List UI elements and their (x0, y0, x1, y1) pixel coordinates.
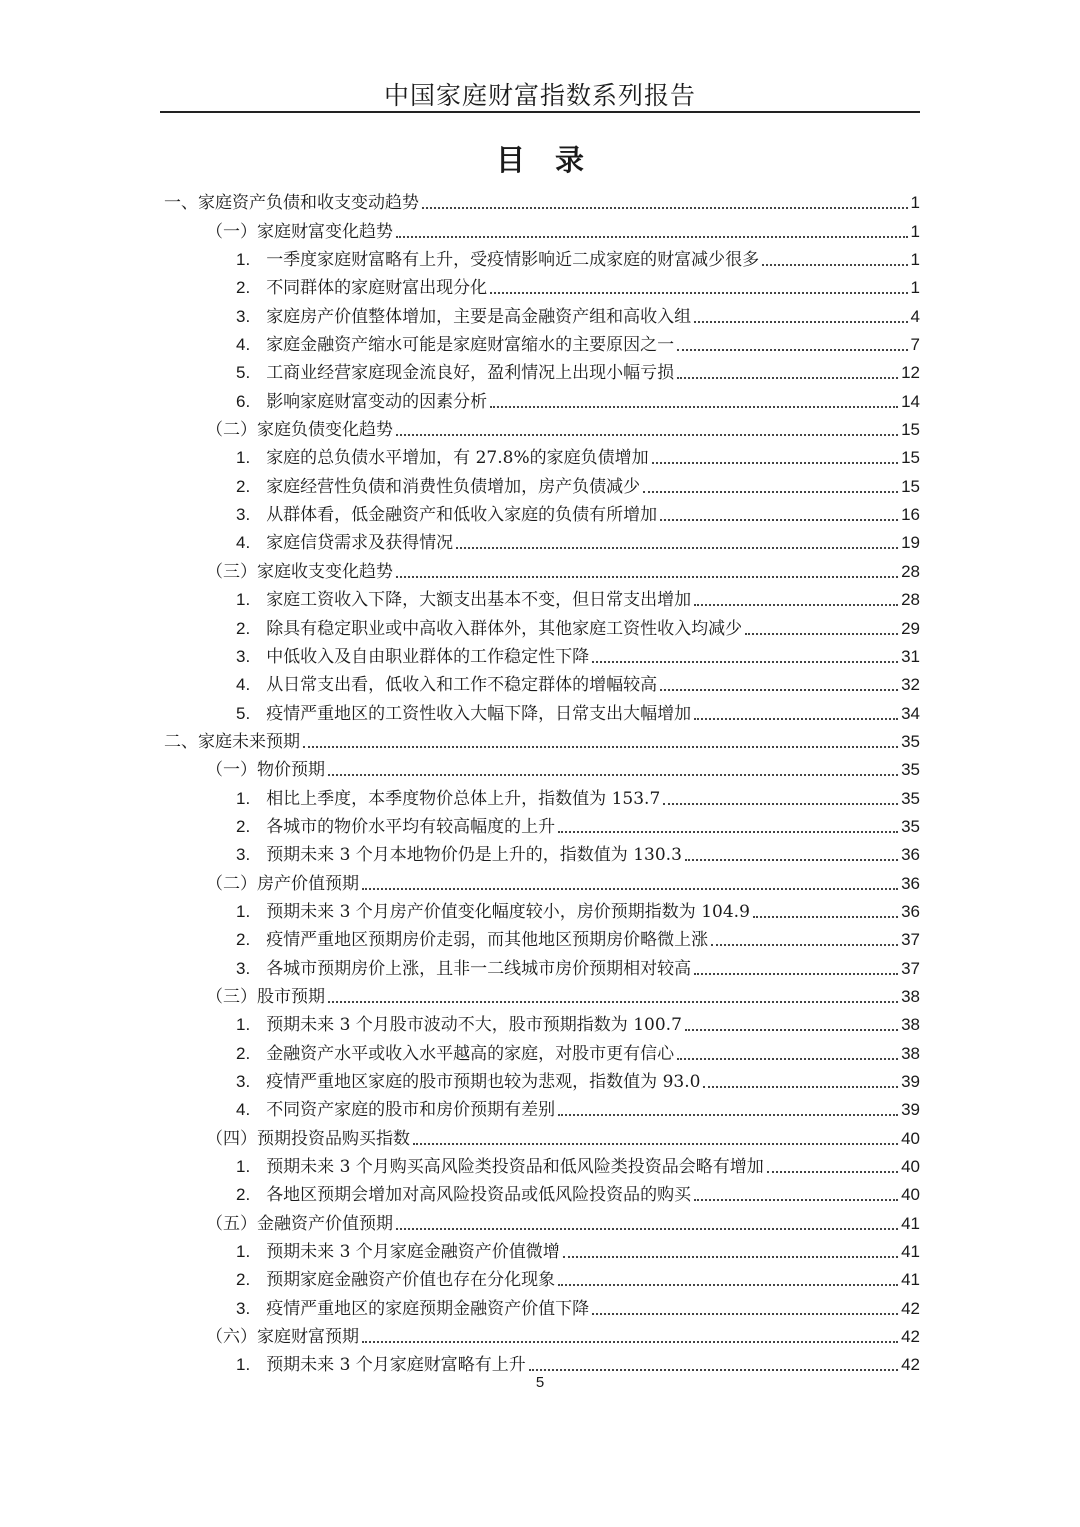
toc-entry[interactable] (160, 414, 920, 442)
toc-entry-text: 疫情严重地区的工资性收入大幅下降，日常支出大幅增加 (266, 703, 692, 724)
toc-entry-number: 1. (236, 250, 251, 270)
dot-leader (558, 1284, 898, 1286)
toc-entry-number: 2. (236, 1185, 251, 1205)
dot-leader (660, 519, 898, 521)
toc-entry-text: （一）家庭财富变化趋势 (206, 221, 393, 242)
toc-entry[interactable] (160, 357, 920, 385)
toc-entry-page: 40 (901, 1157, 920, 1177)
toc-entry-text: 相比上季度，本季度物价总体上升，指数值为 153.7 (266, 788, 661, 809)
toc-entry-label (236, 1098, 555, 1122)
toc-entry-text: 不同资产家庭的股市和房价预期有差别 (266, 1100, 556, 1121)
toc-entry-page: 40 (901, 1185, 920, 1205)
toc-entry-label (236, 1183, 691, 1207)
toc-entry[interactable] (160, 867, 920, 895)
dot-leader (396, 1228, 898, 1230)
toc-entry[interactable] (160, 612, 920, 640)
toc-entry-text: 预期未来 3 个月本地物价仍是上升的，指数值为 130.3 (266, 845, 682, 866)
toc-entry-text: 家庭房产价值整体增加，主要是高金融资产组和高收入组 (266, 306, 692, 327)
toc-entry-page: 15 (901, 448, 920, 468)
toc-entry-label (236, 928, 708, 952)
toc-entry[interactable] (160, 839, 920, 867)
toc-entry[interactable] (160, 669, 920, 697)
toc-entry-number: 5. (236, 363, 251, 383)
running-header: 中国家庭财富指数系列报告 (383, 81, 696, 110)
dot-leader (328, 774, 898, 776)
toc-entry-label (236, 702, 691, 726)
dot-leader (694, 973, 898, 975)
toc-entry-page: 38 (901, 1043, 920, 1063)
toc-entry-page: 36 (901, 901, 920, 921)
toc-entry-text: 各城市预期房价上涨，且非一二线城市房价预期相对较高 (266, 958, 692, 979)
toc-entry-page: 41 (901, 1242, 920, 1262)
toc-entry-text: 预期未来 3 个月股市波动不大，股市预期指数为 100.7 (266, 1015, 682, 1036)
toc-entry-text: （六）家庭财富预期 (206, 1327, 359, 1348)
toc-entry-page: 35 (901, 788, 920, 808)
toc-entry-text: 预期未来 3 个月购买高风险类投资品和低风险类投资品会略有增加 (266, 1157, 764, 1178)
toc-entry[interactable] (160, 896, 920, 924)
toc-entry-page: 15 (901, 420, 920, 440)
toc-entry-label (206, 220, 393, 244)
toc-entry-label (164, 191, 419, 215)
toc-entry-label (236, 1070, 700, 1094)
toc-entry[interactable] (160, 981, 920, 1009)
dot-leader (663, 803, 898, 805)
dot-leader (694, 604, 898, 606)
toc-entry[interactable] (160, 782, 920, 810)
toc-entry-page: 1 (910, 278, 920, 298)
toc-entry-text: 除具有稳定职业或中高收入群体外，其他家庭工资性收入均减少 (266, 618, 743, 639)
toc-entry-label (236, 390, 487, 414)
toc-entry-number: 1. (236, 788, 251, 808)
dot-leader (685, 859, 898, 861)
dot-leader (303, 746, 898, 748)
dot-leader (677, 377, 898, 379)
toc-entry-page: 38 (901, 986, 920, 1006)
toc-entry-text: 影响家庭财富变动的因素分析 (266, 391, 488, 412)
toc-entry-number: 3. (236, 1072, 251, 1091)
toc-entry-page: 12 (901, 363, 920, 383)
toc-entry[interactable] (160, 385, 920, 413)
dot-leader (703, 1086, 898, 1088)
toc-entry-label (236, 645, 589, 669)
toc-entry-text: 从群体看，低金融资产和低收入家庭的负债有所增加 (266, 505, 658, 526)
toc-entry-page: 1 (910, 250, 920, 270)
toc-entry-number: 6. (236, 391, 251, 411)
toc-entry-number: 2. (236, 618, 251, 638)
toc-entry[interactable] (160, 527, 920, 555)
toc-entry-text: 各地区预期会增加对高风险投资品或低风险投资品的购买 (266, 1185, 692, 1206)
toc-entry-text: 疫情严重地区家庭的股市预期也较为悲观，指数值为 93.0 (266, 1072, 701, 1092)
toc-entry[interactable] (160, 1264, 920, 1292)
toc-entry-text: 各城市的物价水平均有较高幅度的上升 (266, 816, 556, 837)
toc-entry-page: 38 (901, 1015, 920, 1035)
toc-entry-label (236, 787, 660, 811)
toc-entry-page: 29 (901, 618, 920, 638)
toc-entry-text: 从日常支出看，低收入和工作不稳定群体的增幅较高 (266, 675, 658, 696)
toc-entry-label (236, 446, 649, 470)
dot-leader (652, 462, 898, 464)
toc-entry-page: 39 (901, 1100, 920, 1120)
toc-entry-label (164, 730, 300, 754)
toc-entry[interactable] (160, 641, 920, 669)
toc-entry-label (236, 276, 487, 300)
toc-entry-page: 1 (910, 221, 920, 241)
toc-entry-number: 3. (236, 505, 251, 525)
toc-entry-text: 预期未来 3 个月家庭金融资产价值微增 (266, 1242, 560, 1263)
toc-entry-page: 28 (901, 561, 920, 581)
toc-entry-text: （三）股市预期 (206, 986, 325, 1007)
dot-leader (643, 491, 898, 493)
toc-entry[interactable] (160, 811, 920, 839)
toc-entry-text: 工商业经营家庭现金流良好，盈利情况上出现小幅亏损 (266, 363, 675, 384)
toc-entry[interactable] (160, 1236, 920, 1264)
toc-entry-text: 家庭信贷需求及获得情况 (266, 533, 454, 554)
toc-entry[interactable] (160, 924, 920, 952)
toc-entry-page: 31 (901, 646, 920, 666)
toc-entry[interactable] (160, 1009, 920, 1037)
dot-leader (490, 406, 898, 408)
dot-leader (753, 916, 898, 918)
toc-entry-label (206, 1127, 410, 1151)
toc-entry-label (236, 673, 657, 697)
toc-entry-number: 1. (236, 448, 251, 468)
toc-entry-page: 19 (901, 533, 920, 553)
toc-entry-label (236, 815, 555, 839)
toc-entry-page: 40 (901, 1128, 920, 1148)
dot-leader (592, 1313, 898, 1315)
toc-entry[interactable] (160, 215, 920, 243)
toc-entry-text: 疫情严重地区的家庭预期金融资产价值下降 (266, 1298, 590, 1319)
toc-entry-number: 3. (236, 845, 251, 865)
dot-leader (563, 1256, 898, 1258)
toc-entry-text: 预期未来 3 个月家庭财富略有上升 (266, 1355, 526, 1376)
toc-entry[interactable] (160, 1292, 920, 1320)
toc-entry-page: 42 (901, 1355, 920, 1375)
toc-entry-page: 37 (901, 930, 920, 950)
toc-entry-page: 41 (901, 1213, 920, 1233)
toc-entry[interactable] (160, 726, 920, 754)
toc-entry-number: 1. (236, 1015, 251, 1035)
dot-leader (711, 944, 898, 946)
toc-entry-page: 42 (901, 1298, 920, 1318)
toc-entry[interactable] (160, 952, 920, 980)
toc-entry[interactable] (160, 754, 920, 782)
dot-leader (762, 264, 907, 266)
toc-entry[interactable] (160, 1066, 920, 1094)
toc-entry-label (206, 1212, 393, 1236)
dot-leader (558, 1114, 898, 1116)
toc-entry[interactable] (160, 697, 920, 725)
toc-entry-label (236, 617, 742, 641)
toc-entry-label (236, 503, 657, 527)
toc-entry-number: 1. (236, 1157, 251, 1177)
toc-entry-page: 41 (901, 1270, 920, 1290)
toc-entry-page: 37 (901, 958, 920, 978)
toc-entry-text: （四）预期投资品购买指数 (206, 1128, 410, 1149)
toc-entry[interactable] (160, 1037, 920, 1065)
toc-entry-label (236, 900, 750, 924)
toc-entry-number: 3. (236, 306, 251, 326)
toc-entry-label (236, 305, 691, 329)
toc-entry-page: 7 (910, 335, 920, 355)
toc-entry-text: 疫情严重地区预期房价走弱，而其他地区预期房价略微上涨 (266, 930, 709, 951)
toc-entry-page: 32 (901, 675, 920, 695)
toc-entry-label (206, 872, 359, 896)
toc-entry-text: 中低收入及自由职业群体的工作稳定性下降 (266, 646, 590, 667)
toc-entry-label (236, 1013, 682, 1037)
toc-entry-number: 4. (236, 675, 251, 695)
toc-entry-number: 3. (236, 1298, 251, 1318)
toc-entry-label (236, 1297, 589, 1321)
toc-entry[interactable] (160, 1321, 920, 1349)
toc-entry-page: 42 (901, 1327, 920, 1347)
toc-entry-number: 2. (236, 1270, 251, 1290)
toc-entry-label (236, 1155, 764, 1179)
dot-leader (362, 1341, 898, 1343)
dot-leader (694, 1199, 898, 1201)
toc-entry-label (236, 333, 674, 357)
toc-entry-label (206, 418, 393, 442)
dot-leader (694, 718, 898, 720)
dot-leader (694, 321, 907, 323)
toc-entry-page: 39 (901, 1072, 920, 1091)
header-divider (160, 111, 920, 113)
toc-entry-number: 5. (236, 703, 251, 723)
toc-entry-number: 4. (236, 335, 251, 355)
toc-entry-text: （五）金融资产价值预期 (206, 1213, 393, 1234)
toc-entry-text: （二）房产价值预期 (206, 873, 359, 894)
dot-leader (660, 689, 898, 691)
toc-entry[interactable] (160, 329, 920, 357)
dot-leader (677, 1058, 898, 1060)
toc-entry-label (236, 843, 682, 867)
toc-entry-text: 一季度家庭财富略有上升，受疫情影响近二成家庭的财富减少很多 (266, 250, 760, 271)
toc-entry-number: 2. (236, 278, 251, 298)
toc-entry[interactable] (160, 1179, 920, 1207)
dot-leader (396, 236, 908, 238)
toc-entry-page: 28 (901, 590, 920, 610)
dot-leader (362, 888, 898, 890)
toc-entry[interactable] (160, 499, 920, 527)
toc-entry-label (236, 531, 453, 555)
toc-entry-text: （一）物价预期 (206, 760, 325, 781)
toc-entry-number: 1. (236, 1242, 251, 1262)
toc-entry-text: 金融资产水平或收入水平越高的家庭，对股市更有信心 (266, 1043, 675, 1064)
toc-entry-page: 34 (901, 703, 920, 723)
toc-entry-label (236, 475, 640, 499)
toc-entry-number: 4. (236, 1100, 251, 1120)
toc-entry-number: 3. (236, 646, 251, 666)
dot-leader (529, 1369, 898, 1371)
toc-entry[interactable] (160, 244, 920, 272)
toc-entry[interactable] (160, 187, 920, 215)
toc-entry-number: 1. (236, 1355, 251, 1375)
toc-entry-page: 14 (901, 391, 920, 411)
page-number: 5 (535, 1374, 545, 1391)
toc-entry-number: 1. (236, 901, 251, 921)
toc-entry-page: 16 (901, 505, 920, 525)
dot-leader (745, 633, 898, 635)
toc-entry-text: 家庭的总负债水平增加，有 27.8%的家庭负债增加 (266, 448, 649, 469)
toc-entry-number: 2. (236, 930, 251, 950)
toc-entry-label (236, 588, 691, 612)
toc-entry-text: 二、家庭未来预期 (164, 731, 300, 752)
toc-entry-number: 2. (236, 1043, 251, 1063)
toc-entry[interactable] (160, 555, 920, 583)
toc-entry-label (236, 1042, 674, 1066)
toc-entry-page: 4 (910, 306, 920, 326)
dot-leader (685, 1029, 898, 1031)
dot-leader (677, 349, 907, 351)
toc-entry-page: 35 (901, 760, 920, 780)
toc-entry-text: 预期家庭金融资产价值也存在分化现象 (266, 1270, 556, 1291)
toc-entry-label (236, 957, 691, 981)
toc-entry[interactable] (160, 1122, 920, 1150)
toc-entry-text: 家庭工资收入下降，大额支出基本不变，但日常支出增加 (266, 590, 692, 611)
toc-entry-page: 36 (901, 873, 920, 893)
toc-entry-text: 不同群体的家庭财富出现分化 (266, 278, 488, 299)
toc-entry[interactable] (160, 584, 920, 612)
dot-leader (558, 831, 898, 833)
dot-leader (422, 207, 908, 209)
toc-entry[interactable] (160, 470, 920, 498)
toc-entry-label (236, 1268, 555, 1292)
toc-entry-text: （三）家庭收支变化趋势 (206, 561, 393, 582)
toc-entry-page: 35 (901, 816, 920, 836)
toc-entry-page: 1 (910, 193, 920, 213)
toc-entry[interactable] (160, 300, 920, 328)
toc-entry-text: 家庭金融资产缩水可能是家庭财富缩水的主要原因之一 (266, 335, 675, 356)
dot-leader (490, 292, 907, 294)
toc-entry-label (206, 985, 325, 1009)
toc-entry-text: （二）家庭负债变化趋势 (206, 420, 393, 441)
dot-leader (767, 1171, 898, 1173)
toc-entry-number: 2. (236, 816, 251, 836)
toc-entry-text: 一、家庭资产负债和收支变动趋势 (164, 193, 419, 214)
toc-entry-text: 家庭经营性负债和消费性负债增加，房产负债减少 (266, 476, 641, 497)
toc-entry-label (206, 1325, 359, 1349)
toc-entry-number: 2. (236, 476, 251, 496)
toc-entry-text: 预期未来 3 个月房产价值变化幅度较小，房价预期指数为 104.9 (266, 901, 750, 922)
toc-entry[interactable] (160, 1151, 920, 1179)
toc-entry-number: 1. (236, 590, 251, 610)
dot-leader (456, 547, 898, 549)
toc-entry-label (236, 248, 759, 272)
toc-title: 目录 (495, 143, 614, 177)
dot-leader (413, 1143, 898, 1145)
toc-entry-number: 4. (236, 533, 251, 553)
toc-entry-number: 3. (236, 958, 251, 978)
toc-entry[interactable] (160, 442, 920, 470)
table-of-contents (160, 187, 920, 1377)
toc-entry-page: 35 (901, 731, 920, 751)
dot-leader (592, 661, 898, 663)
toc-entry[interactable] (160, 272, 920, 300)
toc-entry-page: 36 (901, 845, 920, 865)
dot-leader (328, 1001, 898, 1003)
dot-leader (396, 434, 898, 436)
toc-entry[interactable] (160, 1207, 920, 1235)
toc-entry-label (206, 560, 393, 584)
toc-entry-label (206, 758, 325, 782)
toc-entry-page: 15 (901, 476, 920, 496)
toc-entry-label (236, 361, 674, 385)
toc-entry-label (236, 1240, 560, 1264)
dot-leader (396, 576, 898, 578)
toc-entry[interactable] (160, 1094, 920, 1122)
